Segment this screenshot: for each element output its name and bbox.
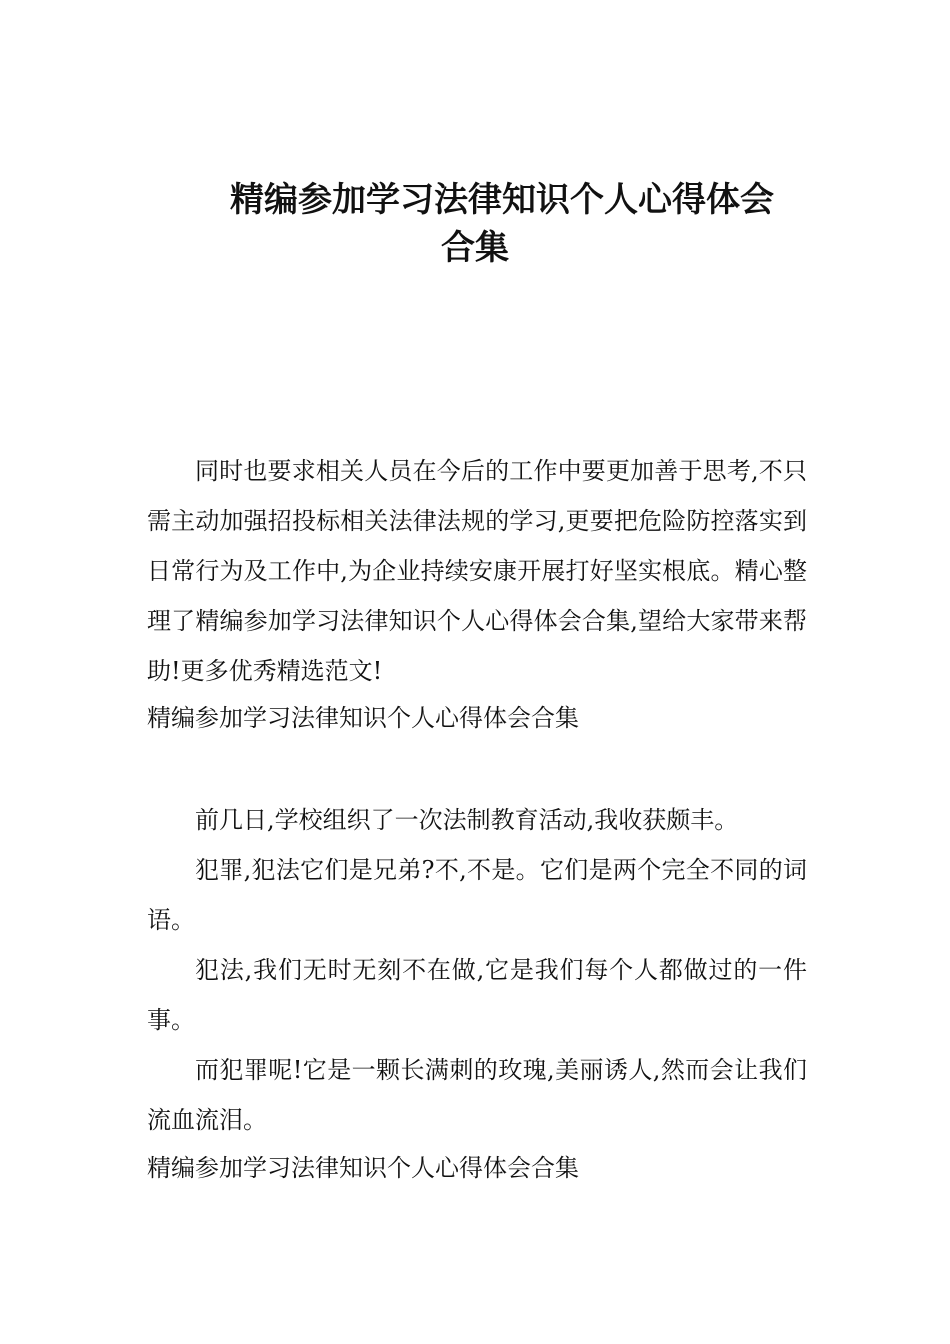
section-heading-1 (147, 693, 807, 743)
body-section (147, 795, 807, 1145)
section-heading-text: 精编参加学习法律知识个人心得体会合集 (147, 1154, 579, 1182)
section-heading-text: 精编参加学习法律知识个人心得体会合集 (147, 704, 579, 732)
intro-paragraph: 同时也要求相关人员在今后的工作中要更加善于思考,不只需主动加强招投标相关法律法规的学习,更要把危险防控落实到日常行为及工作中,为企业持续安康开展打好坚实根底。精心整理了精编参加学习法律知识个人心得体会合集,望给大家带来帮助!更多优秀精选范文! (147, 457, 807, 685)
intro-section (147, 446, 807, 696)
document-title (0, 176, 950, 272)
section-heading-2 (147, 1143, 807, 1193)
title-line-1: 精编参加学习法律知识个人心得体会 (230, 180, 774, 220)
body-paragraph: 而犯罪呢!它是一颗长满刺的玫瑰,美丽诱人,然而会让我们流血流泪。 (147, 1056, 807, 1134)
body-paragraph: 犯罪,犯法它们是兄弟?不,不是。它们是两个完全不同的词语。 (147, 856, 807, 934)
body-paragraph: 前几日,学校组织了一次法制教育活动,我收获颇丰。 (195, 806, 739, 834)
body-paragraph: 犯法,我们无时无刻不在做,它是我们每个人都做过的一件事。 (147, 956, 807, 1034)
title-line-2: 合集 (441, 228, 509, 268)
